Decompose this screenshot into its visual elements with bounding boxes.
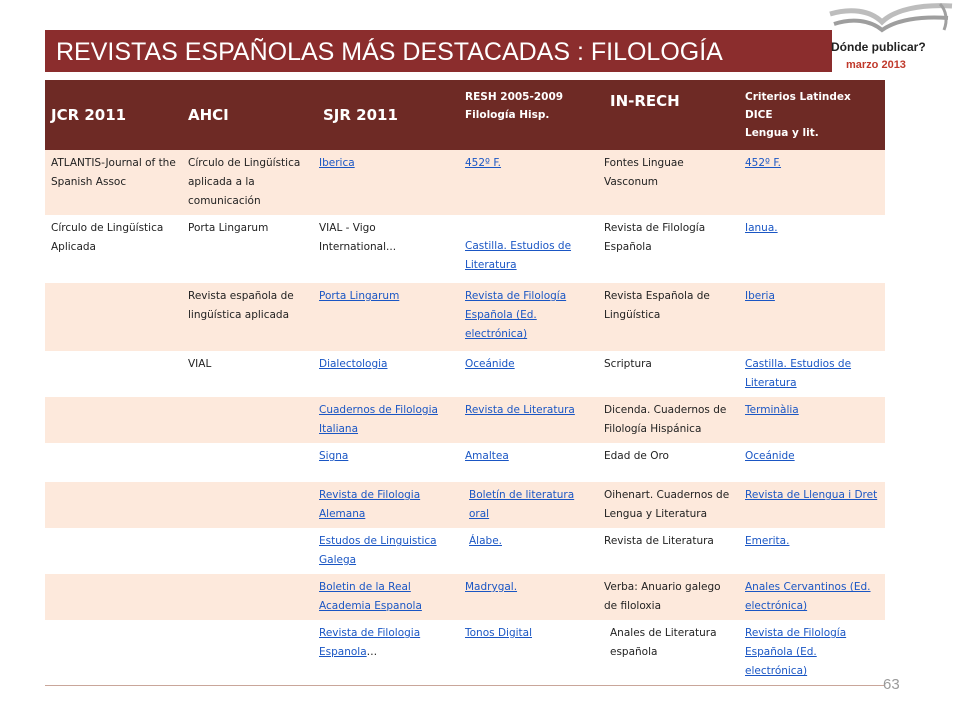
journal-link[interactable]: Castilla. Estudios de Literatura [465, 240, 572, 271]
cell-jcr [45, 397, 182, 443]
cell-sjr [313, 620, 459, 686]
cell-latindex [739, 443, 885, 482]
table-row [45, 215, 885, 283]
cell-sjr [313, 283, 459, 351]
cell-jcr: Círculo de Lingüística Aplicada [45, 215, 182, 283]
col-header-resh [459, 80, 598, 150]
journal-link[interactable]: Revista de Literatura [465, 404, 575, 416]
cell-latindex [739, 620, 885, 686]
journal-link[interactable]: Signa [319, 450, 349, 462]
cell-ahci: Porta Lingarum [182, 215, 313, 283]
journal-link[interactable]: Revista de Filología Española (Ed. electrónica) [745, 627, 847, 677]
cell-ahci: Círculo de Lingüística aplicada a la comunicación [182, 150, 313, 215]
cell-latindex [739, 397, 885, 443]
cell-sjr [313, 482, 459, 528]
cell-inrech: Revista de Filología Española [598, 215, 739, 283]
table-row [45, 150, 885, 215]
cell-latindex [739, 215, 885, 283]
col-header-latindex-line2: DICE [745, 109, 773, 121]
col-header-inrech: IN-RECH [598, 80, 739, 150]
table-row [45, 283, 885, 351]
cell-resh [459, 351, 598, 397]
cell-inrech: Fontes Linguae Vasconum [598, 150, 739, 215]
table-row [45, 620, 885, 686]
cell-jcr [45, 528, 182, 574]
cell-resh [459, 397, 598, 443]
journal-link[interactable]: Revista de Filología Española (Ed. electrónica) [465, 290, 567, 340]
cell-inrech: Anales de Literatura española [598, 620, 739, 686]
cell-inrech: Oihenart. Cuadernos de Lengua y Literatura [598, 482, 739, 528]
cell-sjr [313, 574, 459, 620]
journal-link[interactable]: Boletín de literatura oral [469, 489, 575, 520]
journal-link[interactable]: Amaltea [465, 450, 509, 462]
cell-latindex [739, 574, 885, 620]
cell-resh [459, 482, 598, 528]
journal-link[interactable]: Porta Lingarum [319, 290, 400, 302]
cell-inrech: Dicenda. Cuadernos de Filología Hispánica [598, 397, 739, 443]
tagline: Dónde publicar? [831, 40, 926, 54]
cell-resh [459, 283, 598, 351]
col-header-latindex-line1: Criterios Latindex [745, 91, 851, 103]
cell-sjr [313, 397, 459, 443]
col-header-sjr: SJR 2011 [313, 80, 459, 150]
date-label: marzo 2013 [846, 59, 906, 71]
cell-jcr: ATLANTIS-Journal of the Spanish Assoc [45, 150, 182, 215]
table-row [45, 443, 885, 482]
journal-link[interactable]: Revista de Filologia Alemana [319, 489, 421, 520]
cell-inrech: Verba: Anuario galego de filoloxia [598, 574, 739, 620]
table-row [45, 397, 885, 443]
cell-ahci [182, 620, 313, 686]
col-header-jcr: JCR 2011 [45, 80, 182, 150]
cell-ahci [182, 443, 313, 482]
journal-link[interactable]: Revista de Llengua i Dret [745, 489, 878, 501]
journal-link[interactable]: 452º F. [745, 157, 782, 169]
cell-sjr [313, 443, 459, 482]
cell-resh [459, 215, 598, 283]
cell-resh [459, 528, 598, 574]
col-header-ahci: AHCI [182, 80, 313, 150]
cell-ahci: VIAL [182, 351, 313, 397]
journal-link[interactable]: Iberica [319, 157, 355, 169]
col-header-resh-line1: RESH 2005-2009 [465, 91, 564, 103]
journal-link[interactable]: Álabe. [469, 535, 502, 547]
cell-latindex [739, 283, 885, 351]
cell-sjr [313, 351, 459, 397]
cell-sjr [313, 150, 459, 215]
cell-inrech: Revista de Literatura [598, 528, 739, 574]
table-row [45, 351, 885, 397]
journal-link[interactable]: Castilla. Estudios de Literatura [745, 358, 852, 389]
journal-link[interactable]: 452º F. [465, 157, 502, 169]
journal-link[interactable]: Revista de Filologia Espanola [319, 627, 421, 658]
cell-resh [459, 620, 598, 686]
table-row [45, 482, 885, 528]
cell-inrech: Edad de Oro [598, 443, 739, 482]
journal-link[interactable]: Oceánide [745, 450, 795, 462]
cell-resh [459, 574, 598, 620]
journals-table [45, 80, 885, 686]
journal-link[interactable]: Anales Cervantinos (Ed. electrónica) [745, 581, 871, 612]
col-header-latindex [739, 80, 885, 150]
journal-link[interactable]: Terminàlia [745, 404, 799, 416]
col-header-latindex-line3: Lengua y lit. [745, 127, 819, 139]
cell-sjr: VIAL - Vigo International... [313, 215, 459, 283]
cell-jcr [45, 620, 182, 686]
journal-link[interactable]: Iberia [745, 290, 775, 302]
journal-link[interactable]: Ianua. [745, 222, 778, 234]
cell-jcr [45, 482, 182, 528]
journal-link[interactable]: Tonos Digital [465, 627, 532, 639]
table-header-row [45, 80, 885, 150]
cell-latindex [739, 528, 885, 574]
cell-ahci [182, 528, 313, 574]
journal-link[interactable]: Emerita. [745, 535, 790, 547]
cell-jcr [45, 443, 182, 482]
table-row [45, 574, 885, 620]
journal-link[interactable]: Estudos de Linguistica Galega [319, 535, 437, 566]
cell-inrech: Revista Española de Lingüística [598, 283, 739, 351]
cell-latindex [739, 351, 885, 397]
cell-latindex [739, 482, 885, 528]
journal-link[interactable]: Madrygal. [465, 581, 518, 593]
journal-link[interactable]: Cuadernos de Filologia Italiana [319, 404, 438, 435]
cell-inrech: Scriptura [598, 351, 739, 397]
page-number: 63 [883, 676, 900, 693]
cell-latindex [739, 150, 885, 215]
journal-link[interactable]: Boletin de la Real Academia Espanola [319, 581, 422, 612]
cell-ahci [182, 397, 313, 443]
cell-jcr [45, 283, 182, 351]
ellipsis-text: … [366, 646, 378, 658]
cell-jcr [45, 351, 182, 397]
cell-ahci: Revista española de lingüística aplicada [182, 283, 313, 351]
table-row [45, 528, 885, 574]
cell-ahci [182, 482, 313, 528]
slide-title: REVISTAS ESPAÑOLAS MÁS DESTACADAS : FILOLOGÍA [45, 30, 832, 72]
cell-sjr [313, 528, 459, 574]
cell-resh [459, 150, 598, 215]
open-book-icon [820, 0, 960, 42]
cell-jcr [45, 574, 182, 620]
cell-ahci [182, 574, 313, 620]
col-header-resh-line2: Filología Hisp. [465, 109, 550, 121]
journal-link[interactable]: Dialectologia [319, 358, 388, 370]
journal-link[interactable]: Oceánide [465, 358, 515, 370]
cell-resh [459, 443, 598, 482]
